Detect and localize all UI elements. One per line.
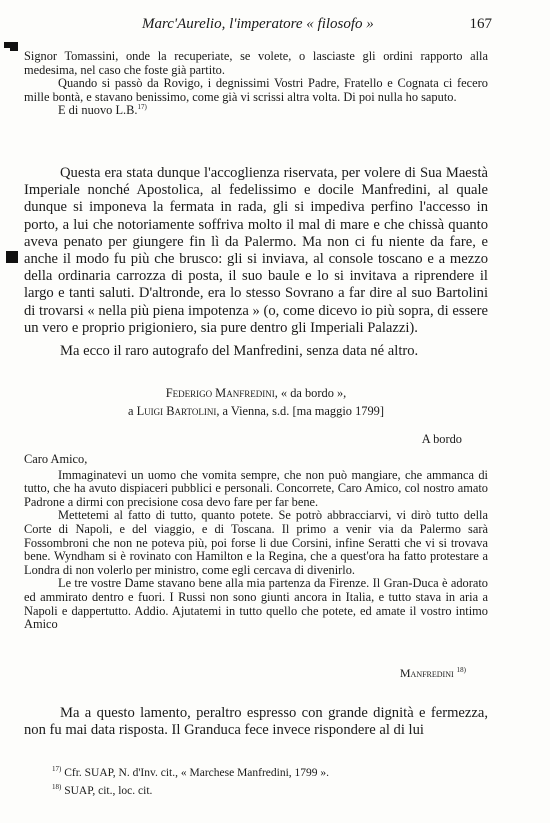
letter-addressee-suffix: , a Vienna, s.d. [ma maggio 1799] xyxy=(216,404,384,418)
footnote-text: SUAP, cit., loc. cit. xyxy=(64,785,153,797)
page-header xyxy=(24,16,492,36)
letter-continuation-paragraph: Quando si passò da Rovigo, i degnissimi Vostri Padre, Fratello e Cognata ci fecero mille bontà, e stavano benissimo, come già vi scrissi altra volta. Di poi nulla ho saputo. xyxy=(24,76,488,104)
footnote-ref: 17) xyxy=(137,103,147,112)
letter-addressee: Luigi Bartolini xyxy=(136,404,217,418)
letter-continuation xyxy=(24,50,488,118)
letter-sender: Federigo Manfredini xyxy=(165,386,275,400)
footnote-ref: 18) xyxy=(456,666,466,674)
letter-sender-line xyxy=(24,384,488,402)
footnote xyxy=(52,785,488,797)
margin-mark xyxy=(6,251,18,263)
letter-paragraph: Le tre vostre Dame stavano bene alla mia partenza da Firenze. Il Gran-Duca è adorato ed ammirato dentro e fuori. I Russi non sono giunti ancora in Italia, e tutto stava in aria a Napoli e dappertutto. Addio. Ajutatemi in tutto quello che potete, ed amate il vostro intimo Amico xyxy=(24,576,488,632)
closing-text xyxy=(24,705,488,739)
signature-name: Manfredini xyxy=(399,666,454,680)
footnote xyxy=(52,767,488,779)
footnote-text: Cfr. SUAP, N. d'Inv. cit., « Marchese Manfredini, 1799 ». xyxy=(64,767,330,779)
letter-continuation-paragraph: Signor Tomassini, onde la recuperiate, se volete, o lasciaste gli ordini rapporto alla medesima, nel caso che foste già partito. xyxy=(24,49,488,77)
closing-text: E di nuovo L.B. xyxy=(58,103,138,118)
letter-signature xyxy=(400,666,466,681)
running-head: Marc'Aurelio, l'imperatore « filosofo » xyxy=(142,16,374,32)
body-text xyxy=(24,165,488,360)
body-paragraph: Questa era stata dunque l'accoglienza riservata, per volere di Sua Maestà Imperiale nonché Apostolica, al fedelissimo e docile Manfredini, al quale dunque si imponeva la fermata in rada, gli si impediva perfino l'accesso in porto, a lui che notoriamente soffriva molto il mal di mare e che chissà quanto aveva penato per giungere fin lì da Palermo. Ma non ci fu niente da fare, e anche il modo fu più che brusco: gli si inviava, al console toscano e a mezzo della ordinaria carrozza di posta, il suo baule e lo si invitava a riprendere il largo e tanti saluti. D'altronde, era lo stesso Sovrano a far dire al suo Bartolini di trovarsi « nella più piena impotenza » (o, come dicevo io più sopra, di essere un vero e proprio prigioniero, sia pure dentro gli Imperiali Palazzi). xyxy=(24,165,488,336)
letter-addressee-line xyxy=(24,402,488,420)
letter-addressee-prefix: a xyxy=(128,404,137,418)
footnote-number: 17) xyxy=(52,765,62,774)
letter-salutation: Caro Amico, xyxy=(24,452,88,466)
letter-paragraph: Mettetemi al fatto di tutto, quanto potete. Se potrò abbracciarvi, vi dirò tutto della Corte di Napoli, e del viaggio, e di Toscana. Il primo a venir via da Palermo sarà Fossombroni che non ne poteva più, poi forse li due Corsini, infine Seratti che vi si trovava bene. Wyndham si è rovinato con Hamilton e la Regina, che a quest'ora ha fatto protestare a Londra di non volerlo per ministro, come egli cercava di divenirlo. xyxy=(24,508,488,577)
page-number: 167 xyxy=(469,16,492,32)
footnote-number: 18) xyxy=(52,783,62,792)
letter-body xyxy=(24,453,488,632)
letter-paragraph: Immaginatevi un uomo che vomita sempre, che non può mangiare, che ammanca di tutto, che ha avuto dispiaceri pubblici e personali. Concorrete, Caro Amico, col nostro amato Padrone a dirmi con precisione cosa devo fare per far bene. xyxy=(24,467,488,509)
letter-place: A bordo xyxy=(421,432,462,446)
body-paragraph: Ma a questo lamento, peraltro espresso con grande dignità e fermezza, non fu mai data risposta. Il Granduca fece invece rispondere al di lui xyxy=(24,705,488,739)
letter-sender-suffix: , « da bordo », xyxy=(274,386,347,400)
letter-continuation-closing xyxy=(24,104,488,118)
footnotes xyxy=(52,767,488,803)
letter-heading xyxy=(24,384,488,420)
body-paragraph: Ma ecco il raro autografo del Manfredini, senza data né altro. xyxy=(60,343,419,360)
binding-mark-lower xyxy=(10,47,18,51)
